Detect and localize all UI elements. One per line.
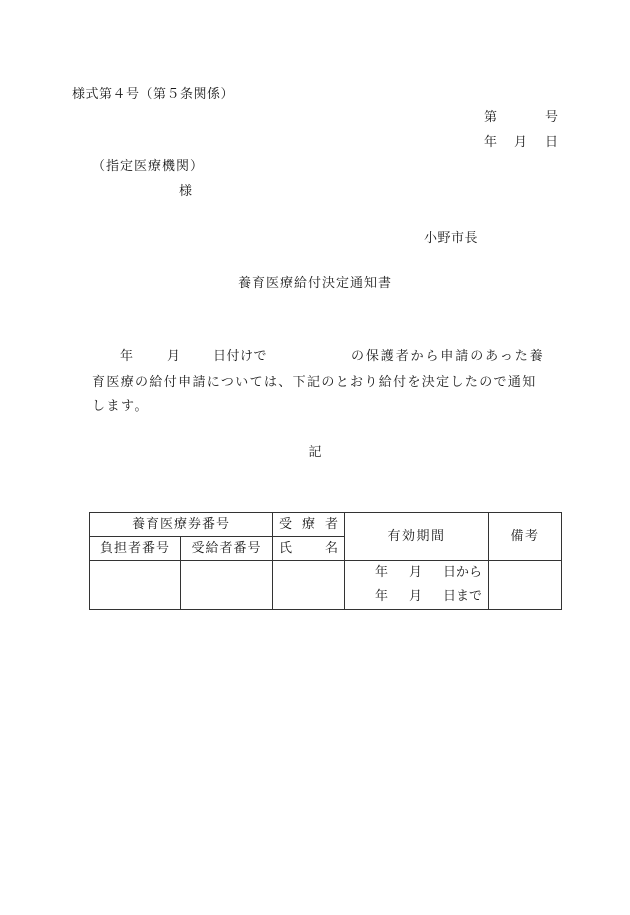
- patient-label-char: 療: [302, 516, 316, 532]
- addressee-organization: （指定医療機関）: [92, 159, 205, 174]
- document-title: 養育医療給付決定通知書: [237, 276, 392, 291]
- ticket-table: [89, 512, 562, 610]
- body-line-1: の保護者から申請のあった養: [351, 349, 545, 364]
- issue-date-year: 年: [484, 135, 498, 150]
- valid-period-header: 有効期間: [345, 513, 489, 561]
- payer-number-header: 負担者番号: [90, 537, 181, 561]
- recipient-number-cell: [181, 561, 273, 610]
- body-date-month: 月: [167, 349, 181, 364]
- period-to-year: 年: [375, 589, 389, 604]
- period-to-day: 日まで: [442, 589, 482, 604]
- patient-name-cell: [273, 561, 345, 610]
- table-data-row: [90, 561, 562, 610]
- body-line-2: 育医療の給付申請については、下記のとおり給付を決定したので通知: [92, 375, 537, 390]
- issue-date-month: 月: [514, 135, 528, 150]
- form-number: 様式第４号（第５条関係）: [72, 87, 235, 102]
- recipient-number-header: 受給者番号: [181, 537, 273, 561]
- patient-label-char: 氏: [279, 540, 293, 556]
- period-from-year: 年: [375, 565, 389, 580]
- ticket-table-wrapper: [89, 512, 561, 609]
- remarks-header: 備考: [489, 513, 562, 561]
- body-date-suffix: 日付けで: [213, 349, 268, 364]
- period-from-day: 日から: [442, 565, 482, 580]
- ki-marker: 記: [308, 445, 322, 460]
- patient-label-char: 名: [325, 540, 339, 556]
- issue-date-day: 日: [545, 135, 559, 150]
- ticket-number-header: 養育医療券番号: [90, 513, 273, 537]
- addressee-honorific: 様: [179, 184, 193, 199]
- valid-period-cell: [345, 561, 489, 610]
- issuer-name: 小野市長: [424, 231, 479, 246]
- patient-label-char: 受: [279, 516, 293, 532]
- body-line-3: します。: [92, 399, 149, 414]
- patient-header-top: [273, 513, 345, 537]
- body-date-year: 年: [120, 349, 134, 364]
- period-from-month: 月: [409, 565, 423, 580]
- document-number-suffix: 号: [545, 110, 559, 125]
- remarks-cell: [489, 561, 562, 610]
- period-to-month: 月: [409, 589, 423, 604]
- table-header-row-1: [90, 513, 562, 537]
- payer-number-cell: [90, 561, 181, 610]
- patient-label-char: 者: [324, 516, 338, 532]
- patient-header-bottom: [273, 537, 345, 561]
- document-number-prefix: 第: [484, 110, 498, 125]
